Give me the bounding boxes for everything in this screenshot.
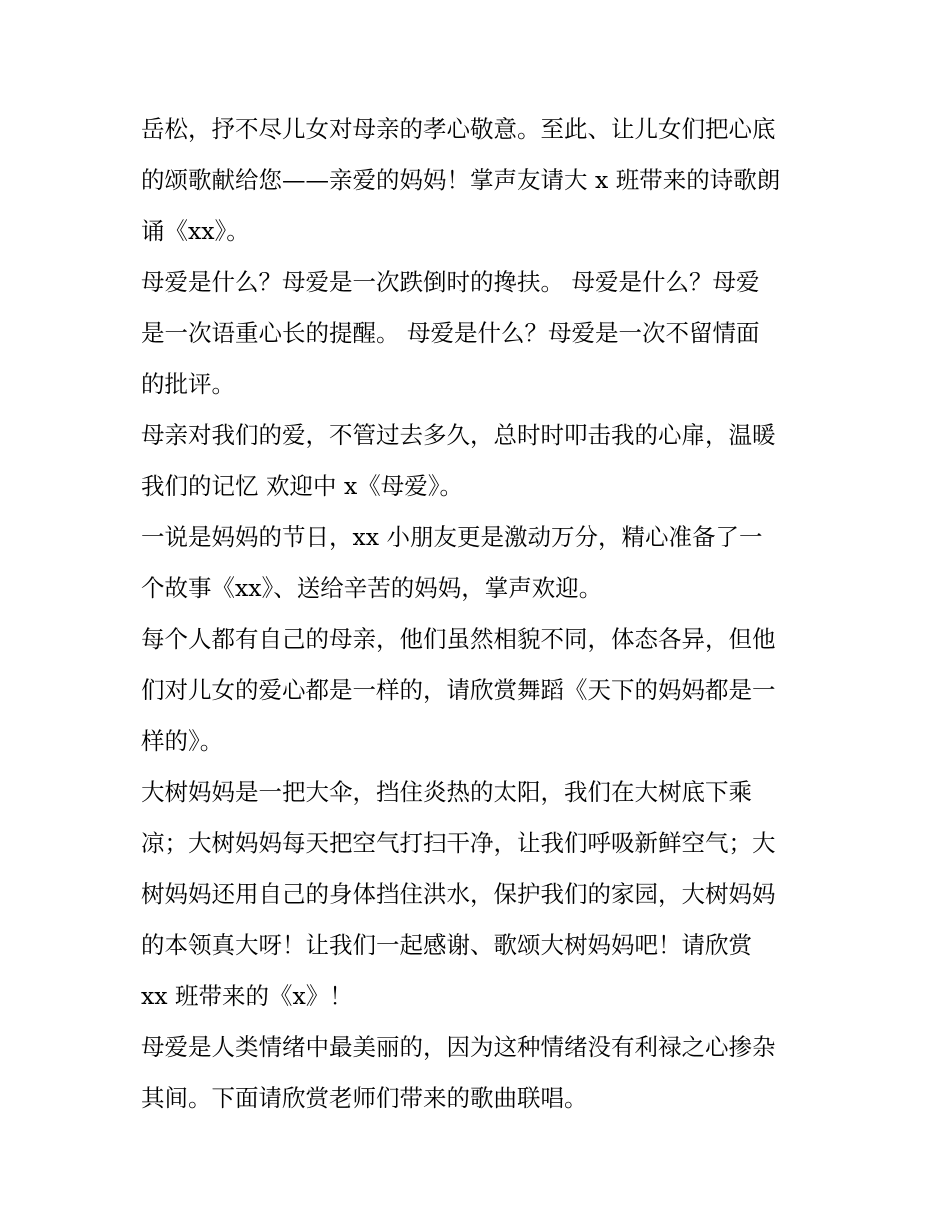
text-line: 母爱是什么？母爱是一次跌倒时的搀扶。 母爱是什么？母爱 [141,268,760,296]
text-line: 母爱是人类情绪中最美丽的，因为这种情绪没有利禄之心掺杂 [141,1033,776,1061]
text-line: 的本领真大呀！让我们一起感谢、歌颂大树妈妈吧！请欣赏 [141,931,752,959]
text-line: 母亲对我们的爱，不管过去多久，总时时叩击我的心扉，温暖 [141,421,776,449]
text-line: 大树妈妈是一把大伞，挡住炎热的太阳，我们在大树底下乘 [141,778,752,806]
paragraph-2 [141,257,813,410]
text-line: 我们的记忆 欢迎中 x《母爱》。 [141,472,463,500]
text-line: xx 班带来的《x》！ [141,982,353,1010]
document-body [141,104,813,1124]
paragraph-3 [141,410,813,512]
paragraph-7 [141,1022,813,1124]
paragraph-4 [141,512,813,614]
text-line: 一说是妈妈的节日，xx 小朋友更是激动万分，精心准备了一 [141,523,763,551]
text-line: 是一次语重心长的提醒。 母爱是什么？母爱是一次不留情面 [141,319,760,347]
text-line: 树妈妈还用自己的身体挡住洪水，保护我们的家园，大树妈妈 [141,880,776,908]
text-line: 的批评。 [141,370,235,398]
text-line: 们对儿女的爱心都是一样的，请欣赏舞蹈《天下的妈妈都是一 [141,676,776,704]
text-line: 的颂歌献给您——亲爱的妈妈！掌声友请大 x 班带来的诗歌朗 [141,166,781,194]
paragraph-6 [141,767,813,1022]
text-line: 凉；大树妈妈每天把空气打扫干净，让我们呼吸新鲜空气；大 [141,829,776,857]
text-line: 其间。下面请欣赏老师们带来的歌曲联唱。 [141,1084,588,1112]
paragraph-1 [141,104,813,257]
text-line: 个故事《xx》、送给辛苦的妈妈，掌声欢迎。 [141,574,603,602]
text-line: 岳松，抒不尽儿女对母亲的孝心敬意。至此、让儿女们把心底 [141,115,776,143]
text-line: 诵《xx》。 [141,217,250,245]
text-line: 每个人都有自己的母亲，他们虽然相貌不同，体态各异，但他 [141,625,776,653]
text-line: 样的》。 [141,727,224,755]
paragraph-5 [141,614,813,767]
